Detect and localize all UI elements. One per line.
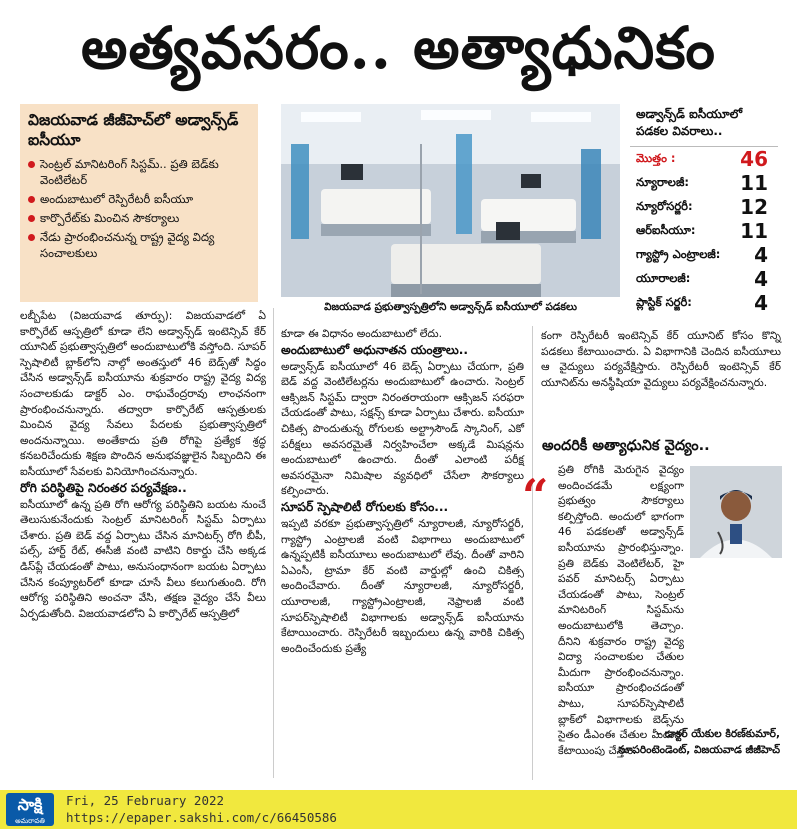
bullet-item: సెంట్రల్ మానిటరింగ్ సిస్టమ్.. ప్రతి బెడ్‌కు వెంటిలేటర్: [28, 156, 250, 188]
bullet-dot-icon: [28, 234, 35, 241]
bullet-item: అందుబాటులో రెస్పిరేటరీ ఐసీయూ: [28, 191, 250, 207]
stat-row: ఆర్ఐసీయూ: 11: [636, 219, 768, 243]
doctor-photo: [690, 466, 782, 558]
signature-title: సూపరింటెండెంట్, విజయవాడ జీజీహెచ్: [618, 744, 780, 756]
photo-caption: విజయవాడ ప్రభుత్వాస్పత్రిలోని అడ్వాన్స్‌డ్ ఐసీయూలో పడకలు: [281, 299, 620, 315]
highlight-bullets: [28, 156, 250, 261]
highlight-box-title: విజయవాడ జీజీహెచ్‌లో అడ్వాన్స్‌డ్ ఐసీయూ: [28, 111, 239, 149]
bed-stats-box: [630, 104, 778, 315]
stat-row: న్యూరోసర్జరీ: 12: [636, 195, 768, 219]
epaper-link[interactable]: https://epaper.sakshi.com/c/66450586: [66, 810, 337, 825]
bullet-item: కార్పొరేట్‌కు మించిన సౌకర్యాలు: [28, 210, 250, 226]
stat-row: ప్లాస్టిక్ సర్జరీ: 4: [636, 291, 768, 315]
stat-row: యూరాలజీ: 4: [636, 267, 768, 291]
sidebar-quote-cont: [541, 558, 781, 724]
stat-row: గ్యాస్ట్రో ఎంట్రాలజీ: 4: [636, 243, 768, 267]
footer-bar: [0, 790, 797, 829]
subheading: అందుబాటులో అధునాతన యంత్రాలు..: [281, 342, 469, 357]
paragraph: ఇప్పటి వరకూ ప్రభుత్వాస్పత్రిలో న్యూరాలజీ, న్యూరోసర్జరీ, గ్యాస్ట్రో ఎంట్రాలజీ వంటి విభాగాలు అందుబాటులో ఉన్నప్పటికీ ఐసీయూలు అందుబాటులో లేవు. దీంతో వారిని ఏఎంసీ, ట్రామా కేర్ వంటి వార్డుల్లో ఉంచి చికిత్స అందించేవారు. దీంతో న్యూరాలజీ, న్యూరోసర్జరీ, యూరాలజీ, గ్యాస్ట్రోఎంట్రాలజీ, నెఫ్రాలజీ వంటి సూపర్‌స్పెషాలిటీ విభాగాలకు అడ్వాన్స్‌డ్ ఐసీయూను కేటాయించారు. రెస్పిరేటరీ ఇబ్బందులు ఉన్న వారికి చికిత్స అందించేందుకు ప్రత్యే: [281, 516, 524, 655]
stat-row-total: మొత్తం : 46: [636, 147, 768, 171]
subheading: రోగి పరిస్థితిపై నిరంతర పర్యవేక్షణ..: [20, 480, 187, 495]
quote-mark-icon: “: [522, 469, 549, 523]
stat-row: న్యూరాలజీ: 11: [636, 171, 768, 195]
bullet-dot-icon: [28, 215, 35, 222]
bullet-item: నేడు ప్రారంభించనున్న రాష్ట్ర వైద్య విద్య సంచాలకులు: [28, 229, 250, 261]
paragraph: అడ్వాన్స్‌డ్ ఐసీయూలో 46 బెడ్స్ ఏర్పాటు చేయగా, ప్రతి బెడ్ వద్ద వెంటిలేటర్లను అందుబాటులో ఉంచారు. సెంట్రల్ ఆక్సిజన్ సిస్టమ్ ద్వారా నిరంతరాయంగా ఆక్సిజన్ సరఫరా చేయడంతో పాటు, సక్షన్స్ కూడా ఏర్పాటు చేశారు. ఐసీయూ చికిత్స పొందుతున్న రోగులకు అల్ట్రాసౌండ్ స్కానింగ్, ఎకో పరీక్షలు అవసరమైతే నిర్వహించేలా అక్కడే మిషన్లను అందుబాటులో ఉంచారు. దీంతో ఎలాంటి పరీక్ష అవసరమైనా నిమిషాల వ్యవధిలో చేసేలా సౌకర్యాలు కల్పించారు.: [281, 359, 524, 498]
signature: [560, 726, 780, 758]
bullet-dot-icon: [28, 161, 35, 168]
highlight-box: [20, 104, 258, 302]
doctor-portrait-illustration: [690, 466, 782, 558]
article-column-2: [281, 326, 524, 780]
bed-stats-title: అడ్వాన్స్‌డ్ ఐసీయూలో పడకల వివరాలు..: [630, 104, 778, 147]
paragraph: కూడా ఈ విధానం అందుబాటులో లేదు.: [281, 327, 442, 340]
icu-ward-illustration: [281, 104, 620, 297]
icu-ward-photo: [281, 104, 620, 297]
paragraph: కంగా రెస్పిరేటరీ ఇంటెన్సివ్ కేర్ యూనిట్ కోసం కొన్ని పడకలు కేటాయించారు. ఏ విభాగానికి చెందిన ఐసీయూలు ఆ వైద్యులు పర్యవేక్షిస్తారు. రెస్పిరేటరీ ఇంటెన్సివ్ కేర్ యూనిట్‌ను అనస్థీషియా వైద్యులు పర్యవేక్షించనున్నారు.: [541, 329, 781, 389]
article-column-1: [20, 308, 266, 780]
bullet-dot-icon: [28, 196, 35, 203]
sidebar-title: అందరికీ అత్యాధునిక వైద్యం..: [542, 438, 710, 454]
column-divider: [273, 308, 274, 778]
headline: అత్యవసరం.. అత్యాధునికం: [81, 14, 716, 82]
signature-name: – డాక్టర్ యేకుల కిరణ్‌కుమార్,: [655, 728, 780, 740]
sidebar-quote: ప్రతి రోగికి మెరుగైన వైద్యం అందించడమే లక్ష్యంగా ప్రభుత్వం సౌకర్యాలు కల్పిస్తోంది. అందులో భాగంగా 46 పడకలతో అడ్వాన్స్‌డ్ ఐసీయూను ప్రారంభిస్తున్నాం. ప్రతి బెడ్‌కు వెంటిలేటర్, హై పవర్ మానిటర్స్ ఏర్పాటు చేయడంతో పాటు, సెంట్రల్ మానిటరింగ్ సిస్టమ్‌ను అందుబాటులోకి తెచ్చాం. దీనిని శుక్రవారం రాష్ట్ర వైద్య విద్యా సంచాలకుల చేతుల మీదుగా ప్రారంభించనున్నాం. ఐసీయూ ప్రారంభించడంతో పాటు, సూపర్‌స్పెషాలిటీ బ్లాక్‌లో విభాగాలకు బెడ్స్‌ను సైతం డీఎంఈ చేతుల మీదుగా కేటాయింపు చేస్తాం.: [558, 463, 684, 757]
column-divider: [532, 326, 533, 780]
article-column-3: [541, 328, 781, 428]
sakshi-logo: సాక్షి అమరావతి: [6, 793, 54, 826]
paragraph: లబ్బీపేట (విజయవాడ తూర్పు): విజయవాడలో ఏ కార్పొరేట్ ఆస్పత్రిలో కూడా లేని అడ్వాన్స్‌డ్ ఇంటెన్సివ్ కేర్ యూనిట్ ప్రభుత్వాస్పత్రిలో అందుబాటులోకి వస్తోంది. సూపర్ స్పెషాలిటీ బ్లాక్‌లోని నాల్గో అంతస్తులో 46 బెడ్స్‌తో సిద్ధం చేసిన అడ్వాన్స్‌డ్ ఐసీయూను శుక్రవారం రాష్ట్ర వైద్య విద్య సంచాలకుడు డాక్టర్ ఎం. రాఘవేంద్రరావు లాంఛనంగా ప్రారంభించనున్నారు. తద్వారా కార్పొరేట్ ఆస్పత్రులకు మించిన వైద్య సేవలు పేదలకు ప్రభుత్వాస్పత్రిలో అందనున్నాయి. అంతేకాదు ప్రతి రోగిపై ప్రత్యేక శ్రద్ధ కనబరిచేందుకు శిక్షణ పొందిన అనుభవజ్ఞులైన సిబ్బందిని ఈ ఐసీయూలో సేవలకు వినియోగించనున్నారు.: [20, 309, 266, 478]
paragraph: ఐసీయూలో ఉన్న ప్రతి రోగి ఆరోగ్య పరిస్థితిని బయట నుంచే తెలుసుకునేందుకు సెంట్రల్ మానిటరింగ్ సిస్టమ్ ఏర్పాటు చేశారు. ప్రతి బెడ్ వద్ద ఏర్పాటు చేసిన మానిటర్స్ రోగి బీపీ, పల్స్, హార్ట్ రేట్, ఈసీజీ వంటి వాటిని రికార్డు చేసి అక్కడ డిస్‌ప్లే చేయడంతో పాటు, అనుసంధానంగా బయట ఏర్పాటు చేసిన కంప్యూటర్‌లో కూడా చూసే వీలు కలుగుతుంది. రోగి ఆరోగ్య పరిస్థితిని అంచనా వేసి, తక్షణ వైద్యం చేసే వీలు ఏర్పడుతోంది. విజయవాడలోని ఏ కార్పొరేట్ ఆస్పత్రిలో: [20, 497, 266, 620]
edition-date: Fri, 25 February 2022: [66, 793, 225, 808]
subheading: సూపర్ స్పెషాలిటీ రోగులకు కోసం...: [281, 499, 449, 514]
